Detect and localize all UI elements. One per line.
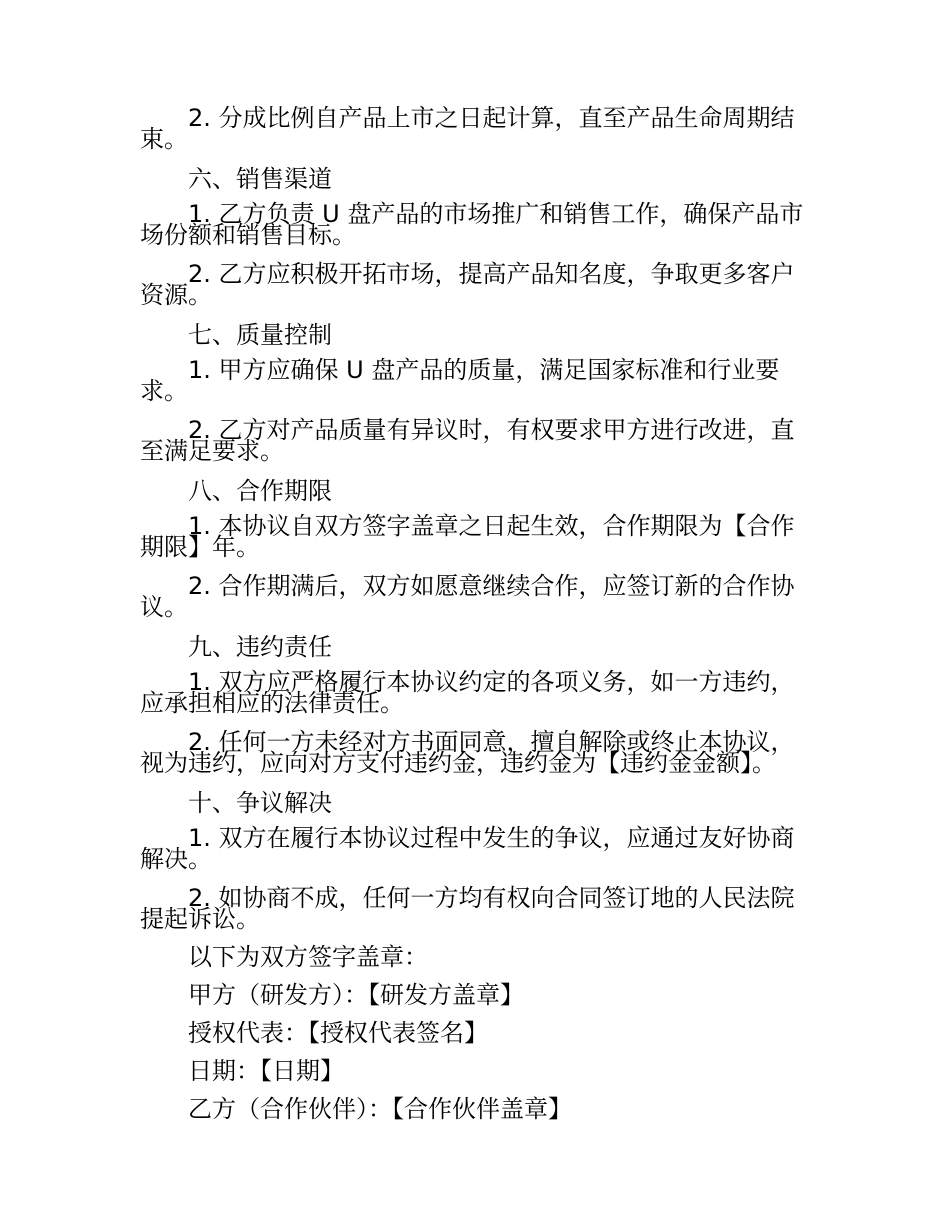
- clause-5-2: 2. 分成比例自产品上市之日起计算，直至产品生命周期结束。: [140, 104, 795, 153]
- section-heading-quality-control: 七、质量控制: [188, 321, 332, 349]
- party-a-seal-line: 甲方（研发方）：【研发方盖章】: [188, 981, 524, 1009]
- clause-7-2: 2. 乙方对产品质量有异议时，有权要求甲方进行改进，直至满足要求。: [140, 416, 795, 465]
- date-line: 日期：【日期】: [188, 1057, 344, 1085]
- clause-6-1: 1. 乙方负责 U 盘产品的市场推广和销售工作，确保产品市场份额和销售目标。: [140, 200, 804, 249]
- clause-9-1: 1. 双方应严格履行本协议约定的各项义务，如一方违约，应承担相应的法律责任。: [140, 668, 795, 717]
- clause-8-2: 2. 合作期满后，双方如愿意继续合作，应签订新的合作协议。: [140, 572, 795, 621]
- clause-7-1: 1. 甲方应确保 U 盘产品的质量，满足国家标准和行业要求。: [140, 356, 780, 405]
- clause-10-1: 1. 双方在履行本协议过程中发生的争议，应通过友好协商解决。: [140, 824, 795, 873]
- clause-8-1: 1. 本协议自双方签字盖章之日起生效，合作期限为【合作期限】年。: [140, 512, 795, 561]
- section-heading-sales-channel: 六、销售渠道: [188, 165, 332, 193]
- signature-intro: 以下为双方签字盖章：: [188, 943, 428, 971]
- party-b-seal-line: 乙方（合作伙伴）：【合作伙伴盖章】: [188, 1095, 572, 1123]
- section-heading-dispute: 十、争议解决: [188, 789, 332, 817]
- clause-6-2: 2. 乙方应积极开拓市场，提高产品知名度，争取更多客户资源。: [140, 260, 795, 309]
- clause-10-2: 2. 如协商不成，任何一方均有权向合同签订地的人民法院提起诉讼。: [140, 884, 795, 933]
- section-heading-term: 八、合作期限: [188, 477, 332, 505]
- section-heading-liability: 九、违约责任: [188, 633, 332, 661]
- clause-9-2: 2. 任何一方未经对方书面同意，擅自解除或终止本协议，视为违约，应向对方支付违约金，违约金为【违约金金额】。: [140, 728, 795, 777]
- authorized-rep-line: 授权代表：【授权代表签名】: [188, 1019, 488, 1047]
